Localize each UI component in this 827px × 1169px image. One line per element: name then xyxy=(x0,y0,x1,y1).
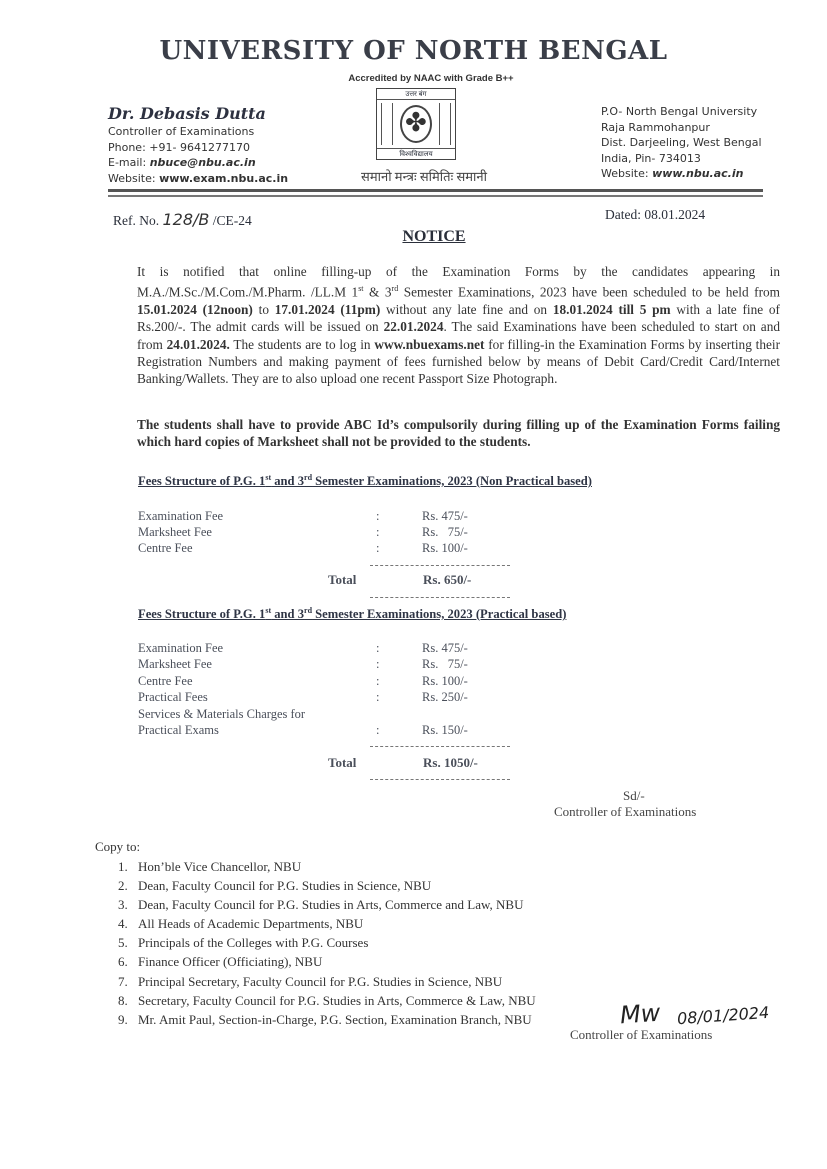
address-line-2: Raja Rammohanpur xyxy=(601,120,710,134)
website-label: Website: xyxy=(108,171,156,185)
phone-label: Phone: xyxy=(108,140,146,154)
list-item: 2. Dean, Faculty Council for P.G. Studies in Science, NBU xyxy=(118,878,432,894)
ref-prefix: Ref. No. xyxy=(113,213,160,228)
address-line-4: India, Pin- 734013 xyxy=(601,151,701,165)
exam-portal-link[interactable]: www.nbuexams.net xyxy=(374,336,485,352)
university-title: UNIVERSITY OF NORTH BENGAL xyxy=(159,36,668,66)
exam-start-date: 24.01.2024. xyxy=(166,336,230,352)
notice-heading: NOTICE xyxy=(402,228,466,245)
dashed-separator xyxy=(370,597,510,598)
emblem-top-text: उत्तर बंग xyxy=(377,89,455,100)
header-divider-thick xyxy=(108,189,763,192)
final-signatory-designation: Controller of Examinations xyxy=(570,1027,713,1042)
address-line-3: Dist. Darjeeling, West Bengal xyxy=(601,136,762,149)
dashed-separator xyxy=(370,565,510,566)
ref-handwritten-number: 128/B xyxy=(162,210,210,229)
list-item: 7. Principal Secretary, Faculty Council for P.G. Studies in Science, NBU xyxy=(118,973,503,989)
late-fine-date: 18.01.2024 till 5 pm xyxy=(552,302,671,318)
emblem-bottom-text: विश्वविद्यालय xyxy=(377,148,455,159)
university-website-link[interactable]: www.nbu.ac.in xyxy=(652,167,744,180)
controller-name: Dr. Debasis Dutta xyxy=(108,104,266,123)
university-motto: समानो मन्त्रः समितिः समानी xyxy=(361,169,487,184)
header-divider-thin xyxy=(108,195,763,197)
list-item: 6. Finance Officer (Officiating), NBU xyxy=(118,954,323,970)
address-line-1: P.O- North Bengal University xyxy=(601,105,758,118)
form-end-date: 17.01.2024 (11pm) xyxy=(274,302,381,318)
copy-to-list xyxy=(118,857,536,1029)
list-item: 3. Dean, Faculty Council for P.G. Studies in Arts, Commerce and Law, NBU xyxy=(118,897,524,913)
controller-designation: Controller of Examinations xyxy=(108,125,255,138)
email-link[interactable]: nbuce@nbu.ac.in xyxy=(149,156,256,169)
form-start-date: 15.01.2024 (12noon) xyxy=(137,302,253,318)
controller-contact-block xyxy=(108,104,288,186)
accreditation-line: Accredited by NAAC with Grade B++ xyxy=(348,73,514,84)
abc-id-requirement: The students shall have to provide ABC Id’s compulsorily during filling up of the Examination Forms failing which hard copies of Marksheet shall not be provided to the students. xyxy=(137,417,780,450)
phone-line xyxy=(108,140,288,156)
university-address-block xyxy=(601,104,762,182)
website-line xyxy=(108,171,288,187)
website-label: Website: xyxy=(601,167,649,180)
exam-website-link[interactable]: www.exam.nbu.ac.in xyxy=(159,171,289,185)
handwritten-signature: Mw xyxy=(619,998,662,1030)
reference-number xyxy=(113,210,252,229)
notice-date: Dated: 08.01.2024 xyxy=(605,207,706,222)
email-label: E-mail: xyxy=(108,156,147,169)
ref-suffix: /CE-24 xyxy=(212,213,252,228)
fees-practical-title: Fees Structure of P.G. 1st and 3rd Semester Examinations, 2023 (Practical based) xyxy=(138,606,567,622)
emblem-pillar-left xyxy=(381,103,393,145)
list-item: 8. Secretary, Faculty Council for P.G. Studies in Arts, Commerce & Law, NBU xyxy=(118,992,536,1008)
university-website-line xyxy=(601,166,762,182)
total-label: Total xyxy=(328,755,357,770)
fees-non-practical-title: Fees Structure of P.G. 1st and 3rd Semester Examinations, 2023 (Non Practical based) xyxy=(138,473,592,489)
handwritten-signature-date: 08/01/2024 xyxy=(676,1002,770,1029)
list-item: 9. Mr. Amit Paul, Section-in-Charge, P.G. Section, Examination Branch, NBU xyxy=(118,1011,532,1027)
emblem-lotus-icon xyxy=(400,105,432,143)
total-amount: Rs. 650/- xyxy=(423,572,472,587)
total-amount: Rs. 1050/- xyxy=(423,755,478,770)
dashed-separator xyxy=(370,746,510,747)
notice-paragraph: It is notified that online filling-up of the Examination Forms by the candidates appearing in M.A./M.Sc./M.Com./M.Pharm. /LL.M 1st & 3rd Semester Examinations, 2023 have been scheduled to be held from 15.01.2024 (12noon) to 17.01.2024 (11pm) without any late fine and on 18.01.2024 till 5 pm with a late fine of Rs.200/-. The admit cards will be issued on 22.01.2024. The said Examinations have been scheduled to start on and from 24.01.2024. The students are to log in www.nbuexams.net for filling-in the Examination Forms by inserting their Registration Numbers and making payment of fees furnished below by means of Debit Card/Credit Card/Internet Banking/Wallets. They are to also upload one recent Passport Size Photograph. xyxy=(137,264,781,387)
email-line xyxy=(108,155,288,171)
copy-to-heading: Copy to: xyxy=(95,839,141,854)
list-item: 4. All Heads of Academic Departments, NBU xyxy=(118,916,364,932)
total-label: Total xyxy=(328,572,357,587)
university-emblem-icon xyxy=(376,88,456,160)
signed-mark: Sd/- xyxy=(623,788,645,803)
list-item: 1. Hon’ble Vice Chancellor, NBU xyxy=(118,859,302,874)
emblem-pillar-right xyxy=(439,103,451,145)
admit-card-date: 22.01.2024 xyxy=(383,319,444,335)
phone-value: +91- 9641277170 xyxy=(149,140,250,154)
dashed-separator xyxy=(370,779,510,780)
signatory-designation: Controller of Examinations xyxy=(554,804,697,819)
list-item: 5. Principals of the Colleges with P.G. Courses xyxy=(118,935,369,951)
